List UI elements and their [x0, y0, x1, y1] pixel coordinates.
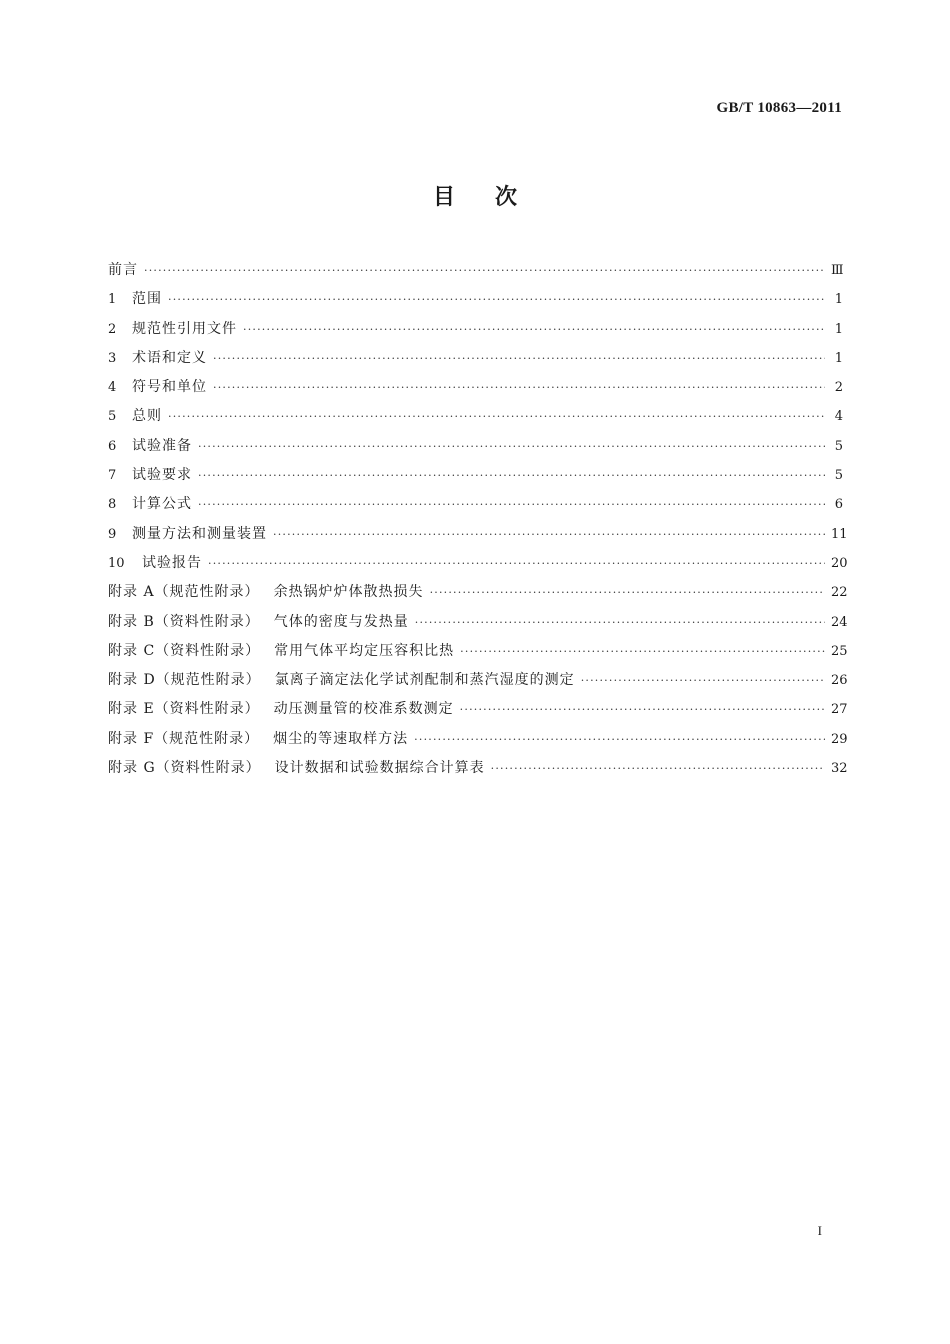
- toc-entry-title: 烟尘的等速取样方法: [273, 730, 409, 747]
- toc-leader-dots: [208, 549, 825, 578]
- toc-entry-number: 7: [108, 468, 117, 484]
- toc-entry-page: 29: [831, 731, 848, 747]
- toc-leader-dots: [213, 373, 825, 402]
- toc-entry-number: 8: [108, 497, 117, 513]
- toc-entry-title: 前言: [108, 262, 138, 278]
- toc-entry-page: 4: [834, 409, 843, 425]
- toc-entry-page: 1: [834, 350, 843, 366]
- toc-entry-title: 气体的密度与发热量: [273, 613, 409, 630]
- toc-entry-number: 3: [108, 350, 117, 366]
- toc-entry-page: 25: [831, 643, 848, 659]
- toc-entry-annex-f[interactable]: [108, 725, 848, 754]
- toc-entry-title: 规范性引用文件: [132, 320, 237, 337]
- toc-entry-title: 试验报告: [142, 554, 202, 571]
- toc-entry-title: 余热锅炉炉体散热损失: [273, 584, 424, 601]
- toc-leader-dots: [273, 520, 825, 549]
- toc-entry-2[interactable]: [108, 315, 843, 344]
- toc-entry-title: 符号和单位: [132, 379, 207, 396]
- toc-leader-dots: [415, 608, 825, 637]
- toc-entry-foreword[interactable]: [108, 256, 843, 285]
- toc-entry-annex-b[interactable]: [108, 608, 848, 637]
- toc-entry-title: 范围: [132, 291, 162, 308]
- toc-leader-dots: [144, 256, 825, 285]
- toc-entry-number: 10: [108, 555, 125, 571]
- toc-entry-number: 4: [108, 380, 117, 396]
- toc-entry-title: 测量方法和测量装置: [132, 525, 267, 542]
- toc-entry-page: 11: [831, 526, 848, 542]
- toc-entry-5[interactable]: [108, 402, 843, 431]
- toc-entry-number: 6: [108, 438, 117, 454]
- toc-entry-page: 1: [834, 292, 843, 308]
- toc-entry-7[interactable]: [108, 461, 843, 490]
- toc-entry-annex-g[interactable]: [108, 754, 848, 783]
- toc-leader-dots: [198, 490, 825, 519]
- toc-leader-dots: [460, 695, 825, 724]
- toc-entry-page: Ⅲ: [831, 263, 844, 278]
- toc-leader-dots: [243, 315, 825, 344]
- toc-entry-title: 计算公式: [132, 496, 192, 513]
- toc-entry-title: 试验要求: [132, 467, 192, 484]
- toc-annex-label: 附录 G（资料性附录）: [108, 760, 261, 777]
- standard-number: GB/T 10863—2011: [716, 100, 842, 116]
- toc-entry-number: 1: [108, 292, 117, 308]
- toc-entry-page: 5: [834, 438, 843, 454]
- toc-entry-page: 22: [831, 585, 848, 601]
- toc-entry-1[interactable]: [108, 285, 843, 314]
- toc-entry-page: 5: [834, 468, 843, 484]
- toc-leader-dots: [581, 666, 825, 695]
- toc-leader-dots: [168, 285, 825, 314]
- toc-entry-3[interactable]: [108, 344, 843, 373]
- toc-annex-label: 附录 C（资料性附录）: [108, 642, 261, 659]
- toc-leader-dots: [491, 754, 825, 783]
- toc-entry-annex-a[interactable]: [108, 578, 848, 607]
- toc-entry-page: 27: [831, 702, 848, 718]
- toc-entry-page: 24: [831, 614, 848, 630]
- toc-leader-dots: [213, 344, 825, 373]
- toc-entry-4[interactable]: [108, 373, 843, 402]
- toc-entry-number: 9: [108, 526, 117, 542]
- toc-entry-annex-c[interactable]: [108, 637, 848, 666]
- toc-leader-dots: [168, 402, 825, 431]
- toc-entry-title: 氯离子滴定法化学试剂配制和蒸汽湿度的测定: [274, 672, 575, 689]
- toc-entry-10[interactable]: [108, 549, 848, 578]
- toc-entry-page: 26: [831, 673, 848, 689]
- toc-entry-page: 20: [831, 555, 848, 571]
- toc-annex-label: 附录 A（规范性附录）: [108, 584, 260, 601]
- toc-entry-page: 1: [834, 321, 843, 337]
- toc-entry-8[interactable]: [108, 490, 843, 519]
- toc-entry-6[interactable]: [108, 432, 843, 461]
- toc-entry-title: 术语和定义: [132, 349, 207, 366]
- toc-entry-title: 动压测量管的校准系数测定: [273, 701, 454, 718]
- toc-entry-annex-e[interactable]: [108, 695, 848, 724]
- toc-leader-dots: [198, 432, 825, 461]
- toc-entry-number: 2: [108, 321, 117, 337]
- table-of-contents: [108, 256, 848, 783]
- toc-entry-page: 32: [831, 761, 848, 777]
- toc-entry-page: 2: [834, 380, 843, 396]
- toc-annex-label: 附录 D（规范性附录）: [108, 672, 261, 689]
- toc-annex-label: 附录 B（资料性附录）: [108, 613, 260, 630]
- toc-entry-9[interactable]: [108, 520, 848, 549]
- toc-annex-label: 附录 F（规范性附录）: [108, 730, 260, 747]
- toc-annex-label: 附录 E（资料性附录）: [108, 701, 260, 718]
- toc-entry-number: 5: [108, 409, 117, 425]
- toc-entry-title: 总则: [132, 408, 162, 425]
- toc-leader-dots: [460, 637, 825, 666]
- toc-entry-title: 常用气体平均定压容积比热: [274, 642, 455, 659]
- toc-entry-title: 试验准备: [132, 437, 192, 454]
- page-title: 目次: [432, 185, 557, 210]
- toc-leader-dots: [414, 725, 825, 754]
- toc-leader-dots: [198, 461, 825, 490]
- toc-leader-dots: [430, 578, 825, 607]
- toc-entry-annex-d[interactable]: [108, 666, 848, 695]
- page-number: I: [817, 1223, 822, 1238]
- toc-entry-page: 6: [834, 497, 843, 513]
- toc-entry-title: 设计数据和试验数据综合计算表: [274, 760, 485, 777]
